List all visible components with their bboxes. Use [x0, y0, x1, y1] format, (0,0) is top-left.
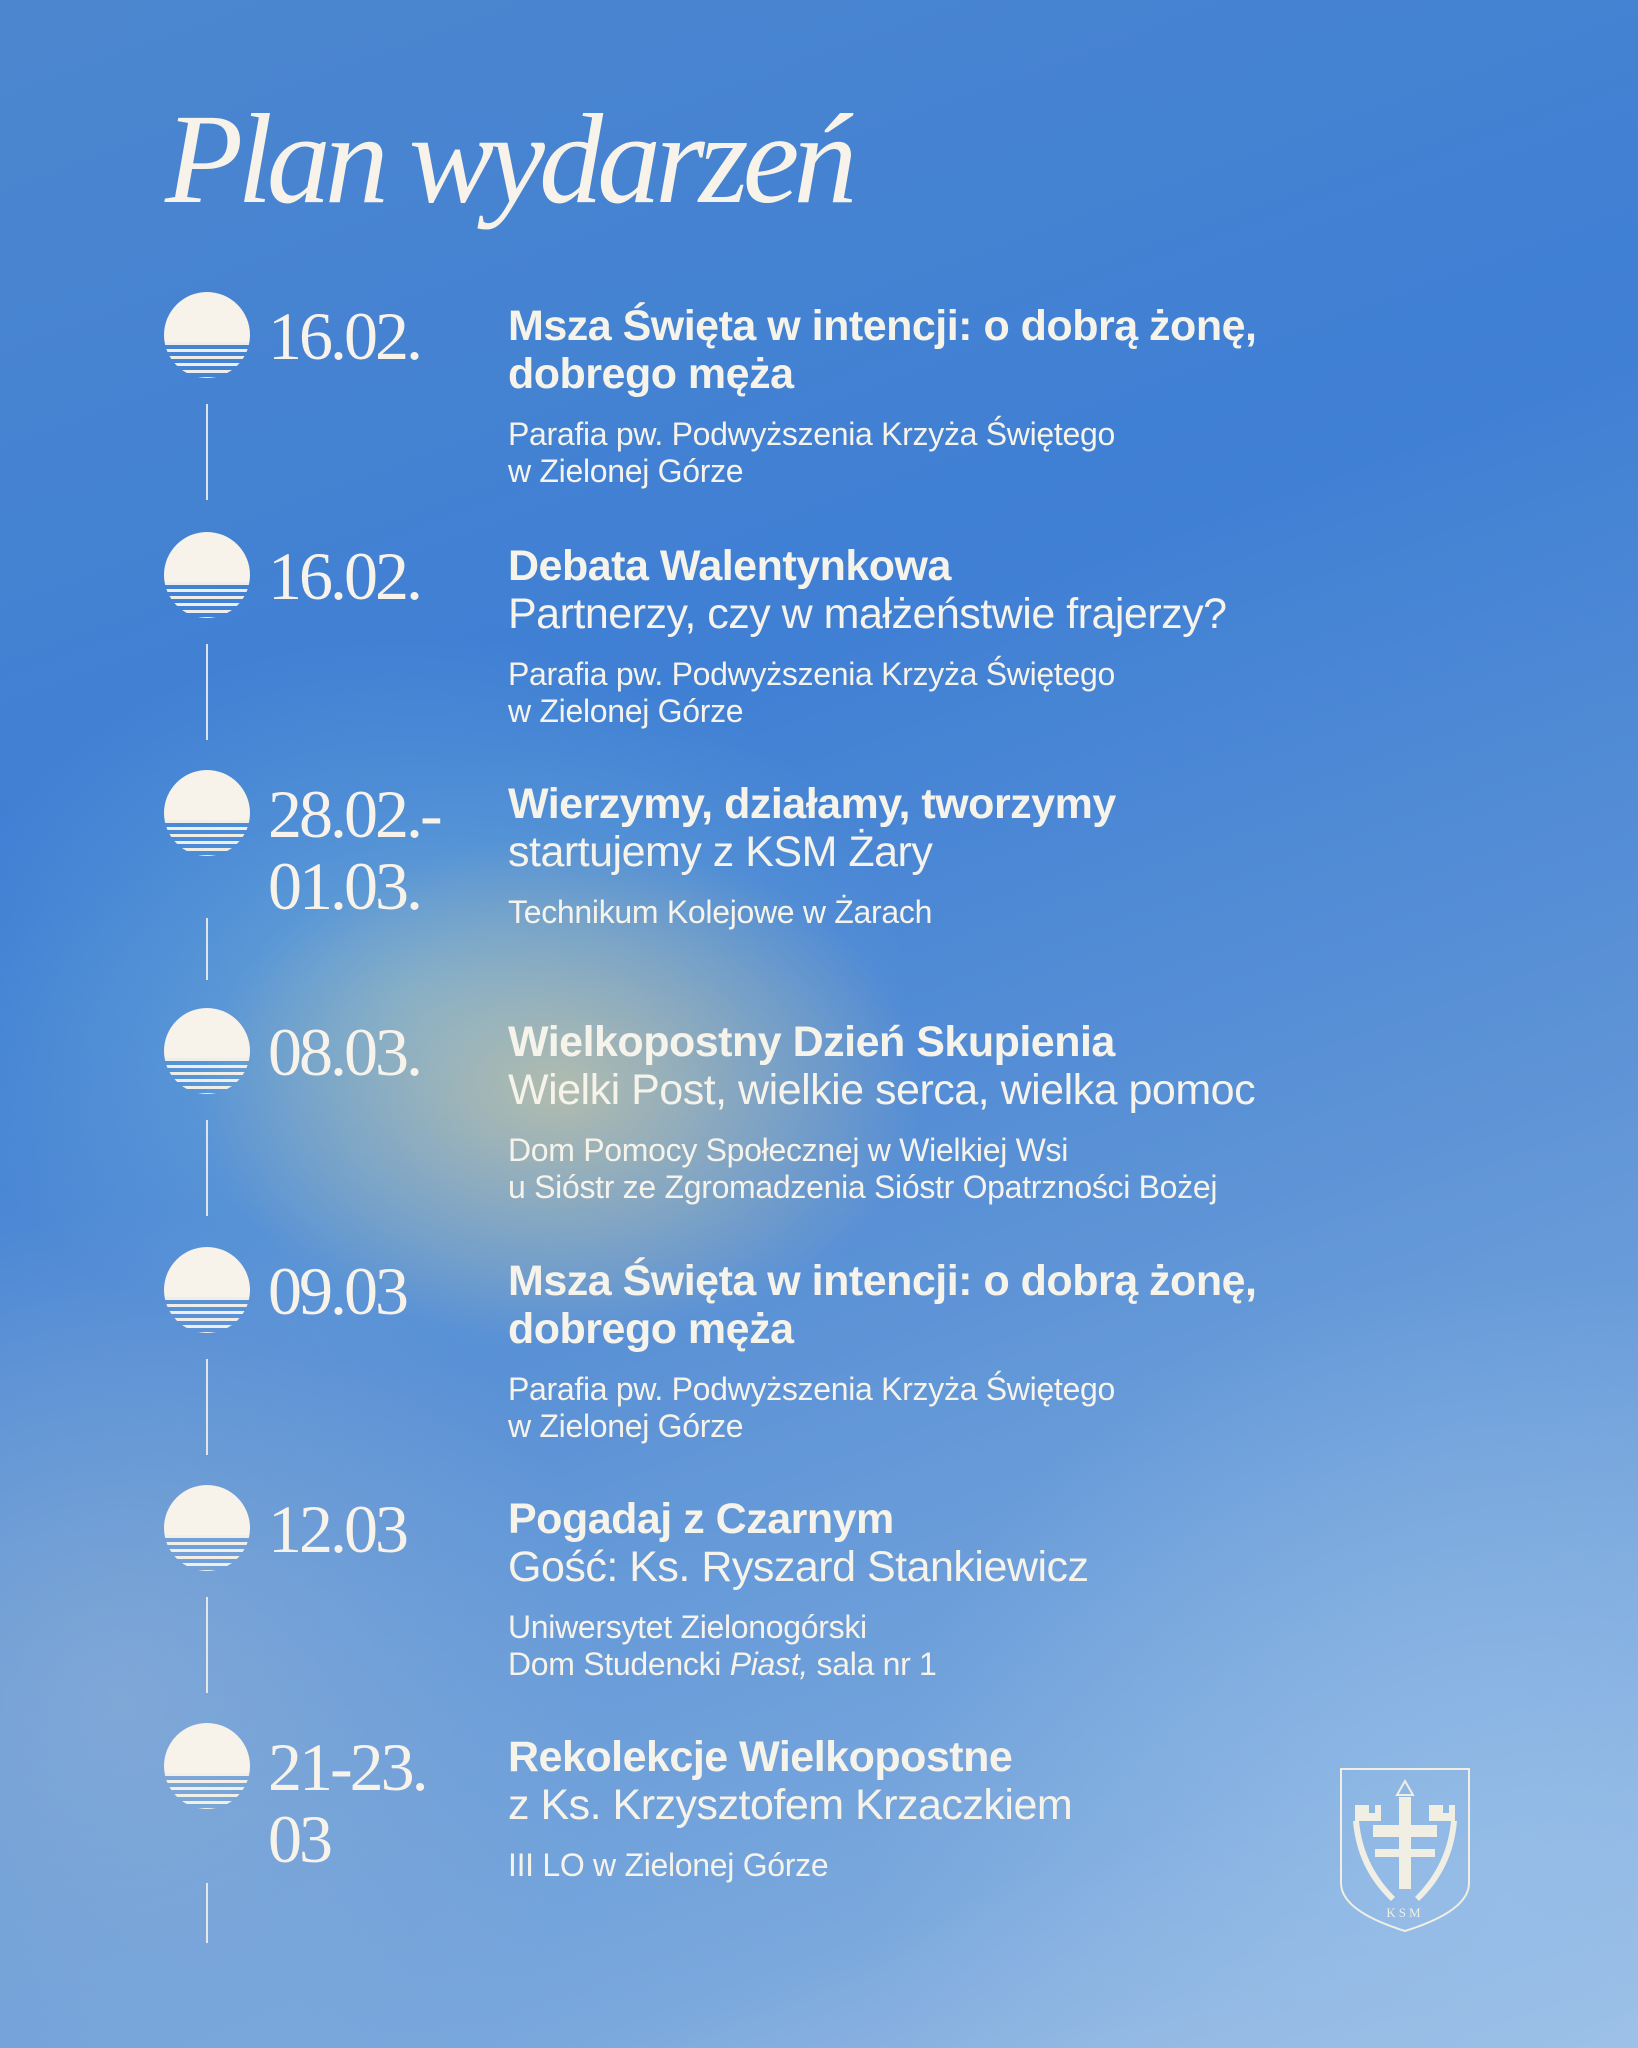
event-text — [508, 542, 1588, 730]
timeline-line — [206, 1359, 208, 1455]
event-title: Debata Walentynkowa — [508, 542, 951, 590]
event-date: 12.03 — [268, 1491, 406, 1567]
event-text — [508, 302, 1588, 490]
event-title: dobrego męża — [508, 350, 794, 398]
venue-text: sala nr 1 — [807, 1646, 937, 1682]
event-item — [0, 1008, 1638, 1248]
venue-line: w Zielonej Górze — [508, 693, 744, 729]
event-venue — [508, 1371, 1588, 1445]
logo-text: KSM — [1386, 1905, 1424, 1920]
event-venue — [508, 1132, 1588, 1206]
venue-line: w Zielonej Górze — [508, 453, 744, 489]
event-date: 08.03. — [268, 1014, 420, 1090]
venue-line: Parafia pw. Podwyższenia Krzyża Świętego — [508, 416, 1115, 452]
event-item — [0, 1247, 1638, 1487]
venue-line: Parafia pw. Podwyższenia Krzyża Świętego — [508, 656, 1115, 692]
event-venue — [508, 656, 1588, 730]
timeline-dot — [164, 1723, 250, 1809]
timeline-line — [206, 1120, 208, 1216]
event-venue — [508, 894, 1588, 931]
event-subtitle: Gość: Ks. Ryszard Stankiewicz — [508, 1543, 1089, 1591]
event-text — [508, 780, 1588, 931]
event-subtitle: z Ks. Krzysztofem Krzaczkiem — [508, 1781, 1073, 1829]
event-venue — [508, 1609, 1588, 1683]
venue-line: Uniwersytet Zielonogórski — [508, 1609, 867, 1645]
event-date — [268, 778, 488, 922]
venue-line: Parafia pw. Podwyższenia Krzyża Świętego — [508, 1371, 1115, 1407]
venue-text: Dom Studencki — [508, 1646, 730, 1682]
timeline-dot — [164, 1485, 250, 1571]
event-item — [0, 532, 1638, 772]
event-subtitle: startujemy z KSM Żary — [508, 828, 933, 876]
event-text — [508, 1018, 1588, 1206]
event-title: Rekolekcje Wielkopostne — [508, 1733, 1013, 1781]
event-title: Msza Święta w intencji: o dobrą żonę, — [508, 302, 1257, 350]
date-line: 21-23. — [268, 1729, 426, 1805]
venue-line: w Zielonej Górze — [508, 1408, 744, 1444]
timeline-line — [206, 644, 208, 740]
event-title: Pogadaj z Czarnym — [508, 1495, 894, 1543]
event-date — [268, 1731, 488, 1875]
venue-line: III LO w Zielonej Górze — [508, 1847, 829, 1883]
event-venue — [508, 416, 1588, 490]
timeline-line — [206, 918, 208, 980]
venue-line: Dom Pomocy Społecznej w Wielkiej Wsi — [508, 1132, 1069, 1168]
venue-line — [508, 1646, 1588, 1683]
timeline-line — [206, 1597, 208, 1693]
event-date: 16.02. — [268, 538, 420, 614]
event-subtitle: Partnerzy, czy w małżeństwie frajerzy? — [508, 590, 1227, 638]
event-title: Wierzymy, działamy, tworzymy — [508, 780, 1116, 828]
venue-line: u Sióstr ze Zgromadzenia Sióstr Opatrzności Bożej — [508, 1169, 1218, 1205]
timeline-dot — [164, 770, 250, 856]
event-title: Wielkopostny Dzień Skupienia — [508, 1018, 1115, 1066]
page-title: Plan wydarzeń — [165, 88, 852, 230]
event-text — [508, 1257, 1588, 1445]
event-item — [0, 292, 1638, 532]
ksm-logo — [1335, 1765, 1475, 1935]
event-text — [508, 1495, 1588, 1683]
event-item — [0, 770, 1638, 1010]
event-date: 16.02. — [268, 298, 420, 374]
timeline-line — [206, 404, 208, 500]
venue-italic: Piast, — [729, 1646, 808, 1682]
timeline-dot — [164, 532, 250, 618]
date-line: 28.02.- — [268, 776, 440, 852]
venue-line: Technikum Kolejowe w Żarach — [508, 894, 933, 930]
event-title: dobrego męża — [508, 1305, 794, 1353]
event-title: Msza Święta w intencji: o dobrą żonę, — [508, 1257, 1257, 1305]
timeline-dot — [164, 292, 250, 378]
timeline-line — [206, 1883, 208, 1943]
event-date: 09.03 — [268, 1253, 406, 1329]
timeline-dot — [164, 1247, 250, 1333]
date-line: 03 — [268, 1801, 330, 1877]
date-line: 01.03. — [268, 848, 420, 924]
timeline-dot — [164, 1008, 250, 1094]
event-item — [0, 1485, 1638, 1725]
event-subtitle: Wielki Post, wielkie serca, wielka pomoc — [508, 1066, 1256, 1114]
